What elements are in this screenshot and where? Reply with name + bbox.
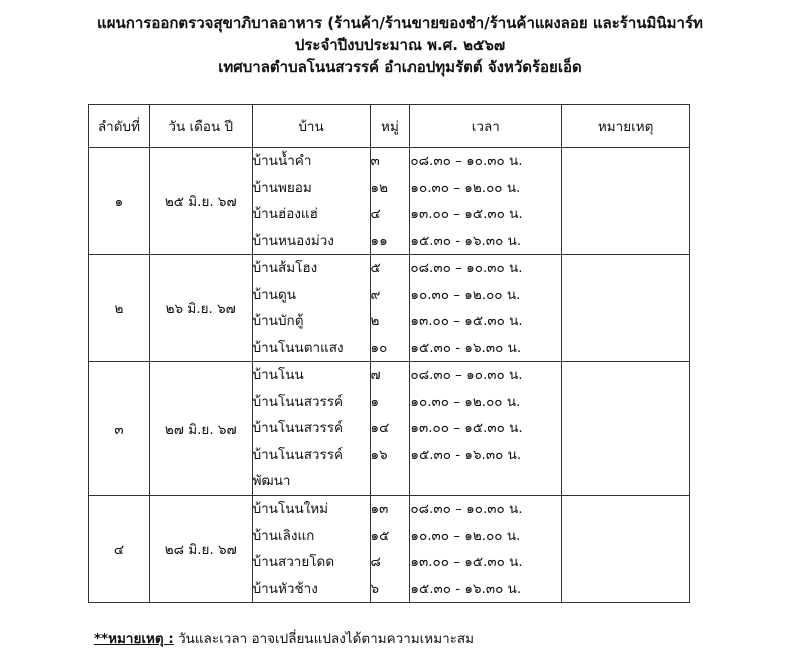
inspection-date: ๒๕ มิ.ย. ๖๗ xyxy=(149,148,252,255)
order-number: ๓ xyxy=(89,362,150,496)
moo-number: ๓ xyxy=(370,153,380,169)
time-slot: ๑๕.๓๐ - ๑๖.๓๐ น. xyxy=(410,580,522,597)
inspection-schedule-table xyxy=(88,104,690,603)
time-slot: ๐๘.๓๐ – ๑๐.๓๐ น. xyxy=(410,501,523,517)
inspection-date: ๒๖ มิ.ย. ๖๗ xyxy=(149,255,252,362)
village-list xyxy=(252,362,370,496)
schedule-group-row xyxy=(89,148,690,255)
moo-list xyxy=(370,496,410,603)
header-village: บ้าน xyxy=(252,105,370,148)
village-name: บ้านดูน xyxy=(252,286,296,303)
village-name: บ้านสวายโดด xyxy=(252,554,335,570)
table-header-row xyxy=(89,105,690,148)
document-title: แผนการออกตรวจสุขาภิบาลอาหาร (ร้านค้า/ร้านขายของชำ/ร้านค้าแผงลอย และร้านมินิมาร์ท xyxy=(97,14,703,32)
header-moo: หมู่ xyxy=(370,105,410,148)
fiscal-year-title: ประจำปีงบประมาณ พ.ศ. ๒๕๖๗ xyxy=(294,36,506,54)
header-no: ลำดับที่ xyxy=(89,105,150,148)
document-header xyxy=(0,12,800,78)
order-number: ๒ xyxy=(89,255,150,362)
moo-number: ๑๒ xyxy=(370,179,388,196)
time-list xyxy=(410,148,562,255)
moo-number: ๑๔ xyxy=(370,420,390,436)
moo-number: ๑๖ xyxy=(370,446,388,463)
village-name: บ้านโนนสวรรค์ xyxy=(252,420,344,436)
time-slot: ๑๐.๓๐ – ๑๒.๐๐ น. xyxy=(410,393,521,410)
village-name: บ้านฮ่องแฮ่ xyxy=(252,206,318,222)
moo-number: ๕ xyxy=(370,260,381,276)
time-slot: ๑๐.๓๐ – ๑๒.๐๐ น. xyxy=(410,179,521,196)
village-name: บ้านโนน xyxy=(252,367,304,383)
moo-number: ๘ xyxy=(370,554,381,570)
time-slot: ๑๐.๓๐ – ๑๒.๐๐ น. xyxy=(410,527,521,544)
remark-cell xyxy=(562,362,690,496)
remark-cell xyxy=(562,148,690,255)
moo-number xyxy=(371,468,410,495)
time-slot xyxy=(410,468,561,495)
footnote-text: วันและเวลา อาจเปลี่ยนแปลงได้ตามความเหมาะสม xyxy=(173,631,475,647)
inspection-date: ๒๘ มิ.ย. ๖๗ xyxy=(149,496,252,603)
inspection-date: ๒๗ มิ.ย. ๖๗ xyxy=(149,362,252,496)
moo-number: ๑๑ xyxy=(370,232,388,249)
moo-number: ๑๐ xyxy=(370,339,388,356)
village-name: บ้านโนนสวรรค์ xyxy=(252,393,344,410)
village-name: บ้านหนองม่วง xyxy=(252,232,334,249)
village-name: บ้านโนนสวรรค์ xyxy=(252,446,344,463)
village-list xyxy=(252,496,370,603)
time-slot: ๐๘.๓๐ – ๑๐.๓๐ น. xyxy=(410,367,523,383)
moo-list xyxy=(370,255,410,362)
village-list xyxy=(252,255,370,362)
moo-number: ๑ xyxy=(370,393,380,410)
time-slot: ๑๓.๐๐ – ๑๕.๓๐ น. xyxy=(410,420,523,436)
schedule-group-row xyxy=(89,362,690,496)
time-list xyxy=(410,362,562,496)
order-number: ๔ xyxy=(89,496,150,603)
village-name: บ้านส้มโฮง xyxy=(252,260,318,276)
moo-number: ๙ xyxy=(370,286,381,303)
village-name: บ้านน้ำคำ xyxy=(252,153,312,169)
header-remark: หมายเหตุ xyxy=(562,105,690,148)
time-slot: ๑๓.๐๐ – ๑๕.๓๐ น. xyxy=(410,313,523,329)
moo-number: ๗ xyxy=(370,367,381,383)
time-slot: ๐๘.๓๐ – ๑๐.๓๐ น. xyxy=(410,260,523,276)
village-name: พัฒนา xyxy=(252,473,291,489)
time-slot: ๑๕.๓๐ - ๑๖.๓๐ น. xyxy=(410,446,522,463)
footnote xyxy=(94,627,474,649)
moo-number: ๒ xyxy=(370,313,380,329)
header-time: เวลา xyxy=(410,105,562,148)
moo-list xyxy=(370,362,410,496)
time-slot: ๐๘.๓๐ – ๑๐.๓๐ น. xyxy=(410,153,523,169)
moo-number: ๖ xyxy=(370,580,380,597)
village-list xyxy=(252,148,370,255)
time-list xyxy=(410,496,562,603)
village-name: บ้านเลิงแก xyxy=(252,527,315,544)
moo-number: ๑๕ xyxy=(370,527,390,544)
time-slot: ๑๓.๐๐ – ๑๕.๓๐ น. xyxy=(410,206,523,222)
time-list xyxy=(410,255,562,362)
moo-list xyxy=(370,148,410,255)
footnote-label: **หมายเหตุ : xyxy=(94,631,174,647)
remark-cell xyxy=(562,496,690,603)
schedule-group-row xyxy=(89,496,690,603)
time-slot: ๑๕.๓๐ - ๑๖.๓๐ น. xyxy=(410,339,522,356)
header-date: วัน เดือน ปี xyxy=(149,105,252,148)
schedule-group-row xyxy=(89,255,690,362)
time-slot: ๑๕.๓๐ - ๑๖.๓๐ น. xyxy=(410,232,522,249)
village-name: บ้านโนนตาแสง xyxy=(252,339,344,356)
moo-number: ๔ xyxy=(370,206,381,222)
order-number: ๑ xyxy=(89,148,150,255)
time-slot: ๑๐.๓๐ – ๑๒.๐๐ น. xyxy=(410,286,521,303)
village-name: บ้านพยอม xyxy=(252,179,312,196)
moo-number: ๑๓ xyxy=(370,501,389,517)
village-name: บ้านหัวช้าง xyxy=(252,580,318,597)
village-name: บ้านบักตู้ xyxy=(252,313,304,329)
remark-cell xyxy=(562,255,690,362)
time-slot: ๑๓.๐๐ – ๑๕.๓๐ น. xyxy=(410,554,523,570)
municipality-title: เทศบาลตำบลโนนสวรรค์ อำเภอปทุมรัตต์ จังหวัดร้อยเอ็ด xyxy=(218,58,582,76)
village-name: บ้านโนนใหม่ xyxy=(252,501,329,517)
